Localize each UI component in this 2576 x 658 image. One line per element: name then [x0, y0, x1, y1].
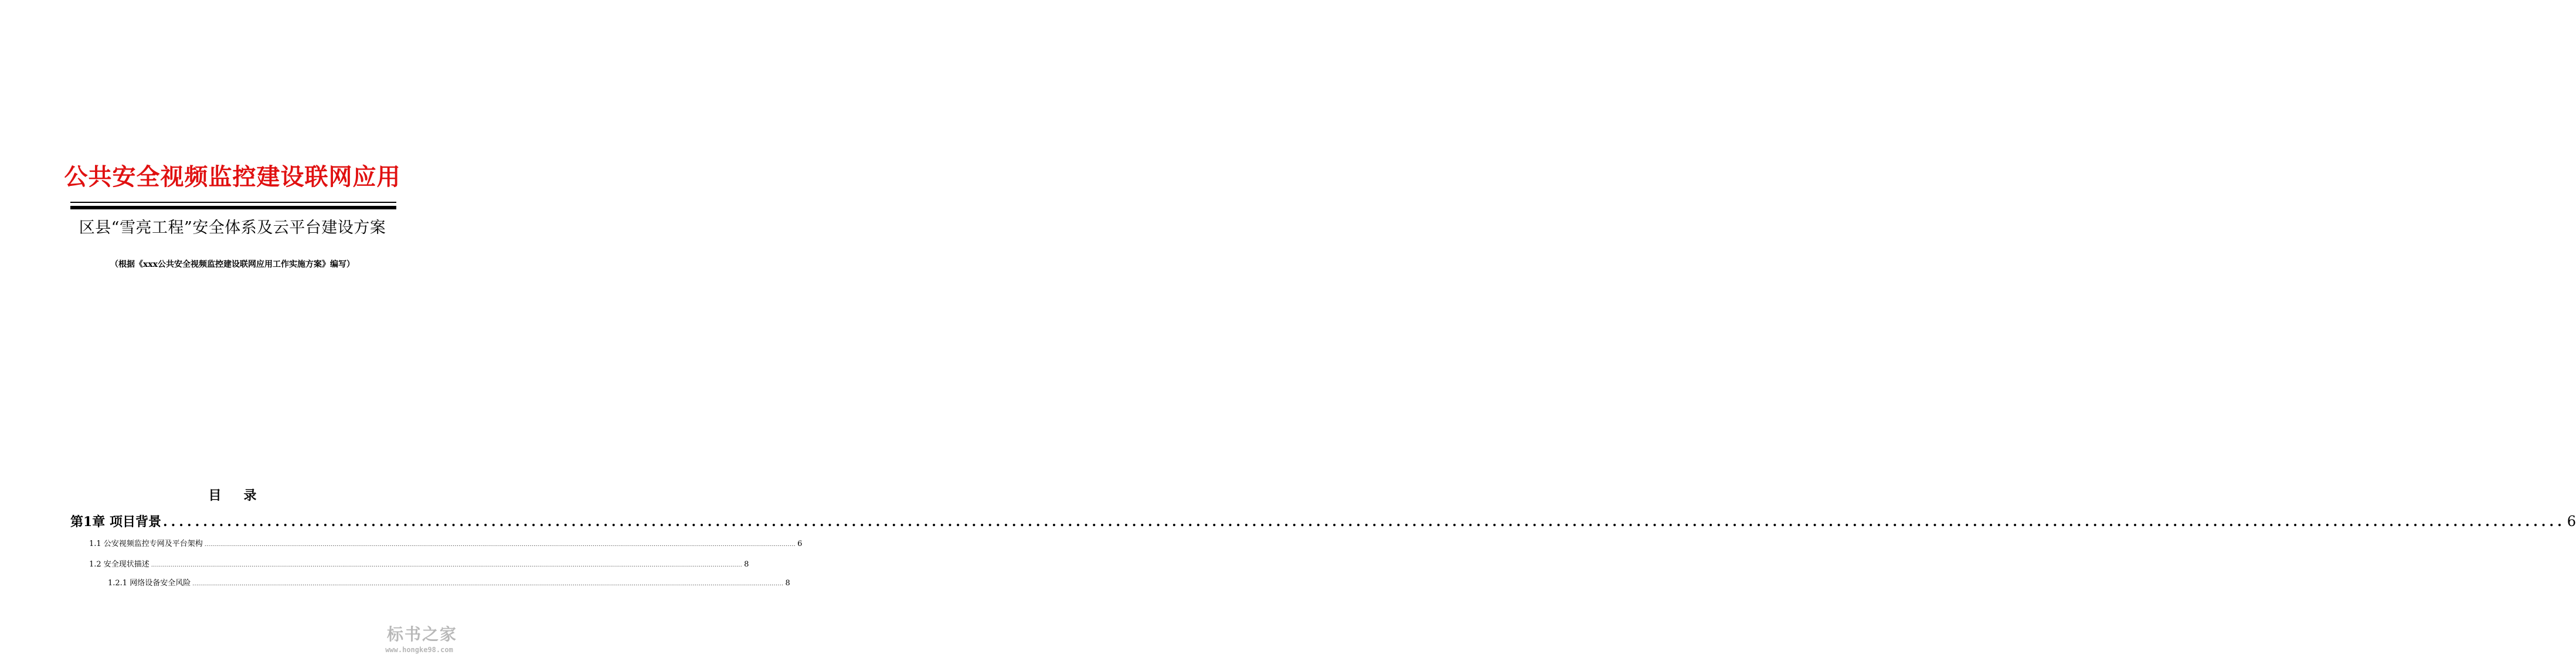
watermark-url: www.hongke98.com [385, 646, 453, 654]
toc-section-entry[interactable] [89, 559, 749, 571]
site-watermark [375, 624, 463, 657]
toc-subsection-label: 1.2.1 网络设备安全风险 [108, 579, 191, 588]
toc-chapter-entry[interactable] [70, 511, 2576, 532]
document-note: （根据《xxx公共安全视频监控建设联网应用工作实施方案》编写） [110, 260, 355, 269]
toc-chapter-page: 6 [2567, 513, 2576, 530]
toc-leader-dots: ............................................................................................................................................................................................................................................................................................................ [204, 542, 796, 548]
toc-heading: 目录 [208, 488, 279, 503]
toc-leader-dots: ............................................................................................................................................................................................................................................................................................................ [151, 562, 743, 568]
title-divider-thick [70, 206, 396, 209]
toc-leader-dots: ............................................................................................................................................................................................................................................................................................................ [192, 581, 784, 587]
title-divider-thin [70, 202, 396, 203]
toc-chapter-label: 第1章 项目背景 [70, 514, 161, 530]
watermark-logo: 标书之家 [386, 625, 457, 644]
toc-section-entry[interactable] [89, 538, 803, 551]
document-subtitle: 区县“雪亮工程”安全体系及云平台建设方案 [79, 219, 386, 237]
toc-subsection-entry[interactable] [108, 578, 790, 590]
toc-leader-dots: ............................................................................................................................................................................................................................................................................................................ [162, 514, 2565, 530]
toc-subsection-page: 8 [785, 579, 790, 588]
toc-section-label: 1.2 安全现状描述 [89, 560, 149, 569]
toc-section-page: 6 [797, 540, 803, 548]
toc-section-label: 1.1 公安视频监控专网及平台架构 [89, 540, 203, 548]
toc-section-page: 8 [744, 560, 749, 569]
document-title: 公共安全视频监控建设联网应用 [64, 163, 401, 191]
